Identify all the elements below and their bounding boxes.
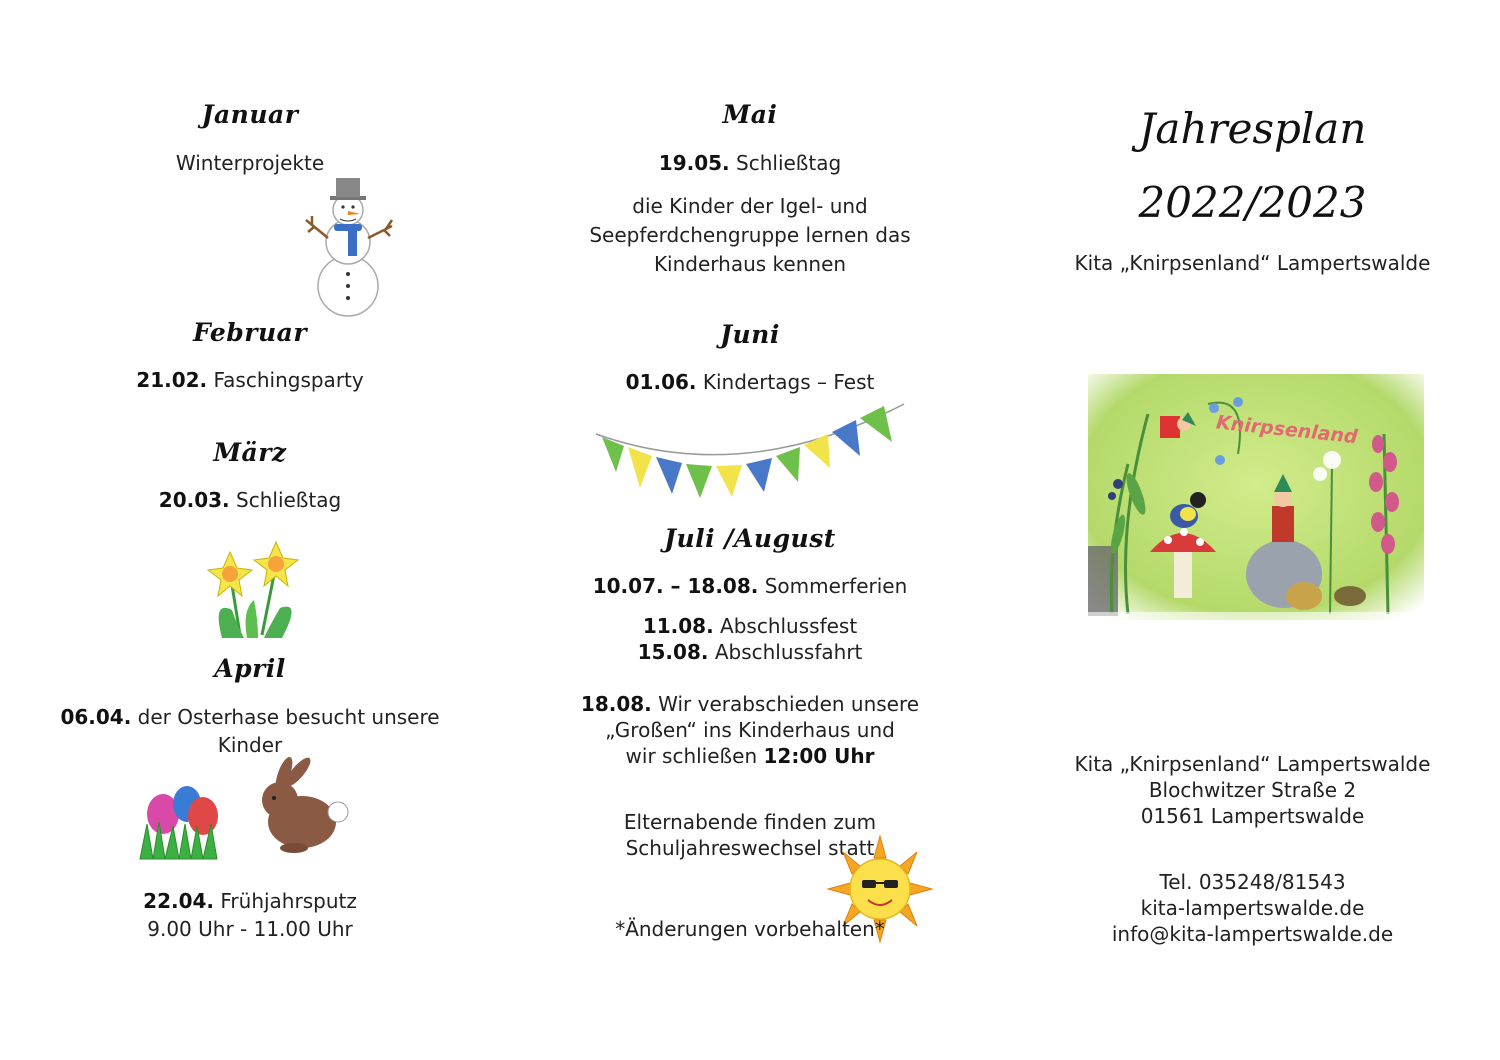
maerz-entry <box>40 487 460 513</box>
school-year: 2022/2023 <box>1138 178 1367 227</box>
kita-sign-text: Knirpsenland <box>1215 411 1359 449</box>
mai-note <box>545 192 955 279</box>
mai-entry <box>545 150 955 176</box>
website-link[interactable]: kita-lampertswalde.de <box>1140 896 1365 920</box>
april-date-1: 06.04. <box>60 705 132 729</box>
easter-eggs-icon <box>135 774 230 864</box>
juli-text-1: Sommerferien <box>764 574 908 598</box>
address-name: Kita „Knirpsenland“ Lampertswalde <box>1074 752 1431 776</box>
heading-juni: Juni <box>720 320 780 349</box>
juli-date-4: 18.08. <box>580 692 652 716</box>
mai-date: 19.05. <box>658 151 730 175</box>
april-entry-1 <box>40 703 460 759</box>
address-block <box>1040 751 1465 829</box>
mai-note-line-1: die Kinder der Igel- und <box>632 194 868 218</box>
april-date-2: 22.04. <box>143 889 215 913</box>
april-text-1: der Osterhase besucht unsere <box>137 705 440 729</box>
juli-text-2: Abschlussfest <box>720 614 858 638</box>
januar-text: Winterprojekte <box>175 151 325 175</box>
contact-block <box>1040 869 1465 947</box>
mai-note-line-3: Kinderhaus kennen <box>653 252 847 276</box>
heading-juli-august: Juli /August <box>664 524 836 553</box>
heading-mai: Mai <box>722 100 778 129</box>
april-time-2: 9.00 Uhr - 11.00 Uhr <box>147 917 353 941</box>
juli-entry-2-3 <box>545 613 955 665</box>
april-entry-2 <box>40 887 460 943</box>
juli-time-4: 12:00 Uhr <box>763 744 875 768</box>
februar-text: Faschingsparty <box>213 368 364 392</box>
juli-text-3: Abschlussfahrt <box>714 640 863 664</box>
heading-januar: Januar <box>201 100 299 129</box>
april-text-2: Frühjahrsputz <box>220 889 357 913</box>
juli-date-2: 11.08. <box>642 614 714 638</box>
bunting-icon <box>594 402 906 506</box>
phone-number: Tel. 035248/81543 <box>1159 870 1346 894</box>
mai-text: Schließtag <box>736 151 842 175</box>
juli-date-1: 10.07. – 18.08. <box>592 574 759 598</box>
heading-april: April <box>214 654 286 683</box>
maerz-date: 20.03. <box>158 488 230 512</box>
heading-februar: Februar <box>193 318 307 347</box>
address-city: 01561 Lampertswalde <box>1140 804 1365 828</box>
address-street: Blochwitzer Straße 2 <box>1148 778 1357 802</box>
snowman-icon <box>298 176 402 322</box>
daffodil-icon <box>192 530 312 640</box>
kita-wall-picture <box>1088 374 1424 620</box>
maerz-text: Schließtag <box>236 488 342 512</box>
juni-text: Kindertags – Fest <box>702 370 875 394</box>
elternabende-line-2: Schuljahreswechsel statt <box>625 836 875 860</box>
kita-subtitle: Kita „Knirpsenland“ Lampertswalde <box>1074 251 1431 275</box>
juli-text-4c: wir schließen <box>625 744 758 768</box>
page-title: Jahresplan <box>1138 104 1367 153</box>
elternabende-line-1: Elternabende finden zum <box>623 810 877 834</box>
april-text-1b: Kinder <box>217 733 283 757</box>
februar-entry <box>40 367 460 393</box>
februar-date: 21.02. <box>136 368 208 392</box>
aenderungen-note: *Änderungen vorbehalten* <box>615 917 885 941</box>
mai-note-line-2: Seepferdchengruppe lernen das <box>589 223 911 247</box>
heading-maerz: März <box>213 438 287 467</box>
juni-entry <box>545 369 955 395</box>
juli-text-4b: „Großen“ ins Kinderhaus und <box>605 718 895 742</box>
juli-entry-1 <box>545 573 955 599</box>
email-link[interactable]: info@kita-lampertswalde.de <box>1111 922 1394 946</box>
juni-date: 01.06. <box>625 370 697 394</box>
easter-bunny-icon <box>250 756 355 856</box>
juli-date-3: 15.08. <box>637 640 709 664</box>
juli-entry-4 <box>545 691 955 769</box>
juli-text-4: Wir verabschieden unsere <box>658 692 920 716</box>
